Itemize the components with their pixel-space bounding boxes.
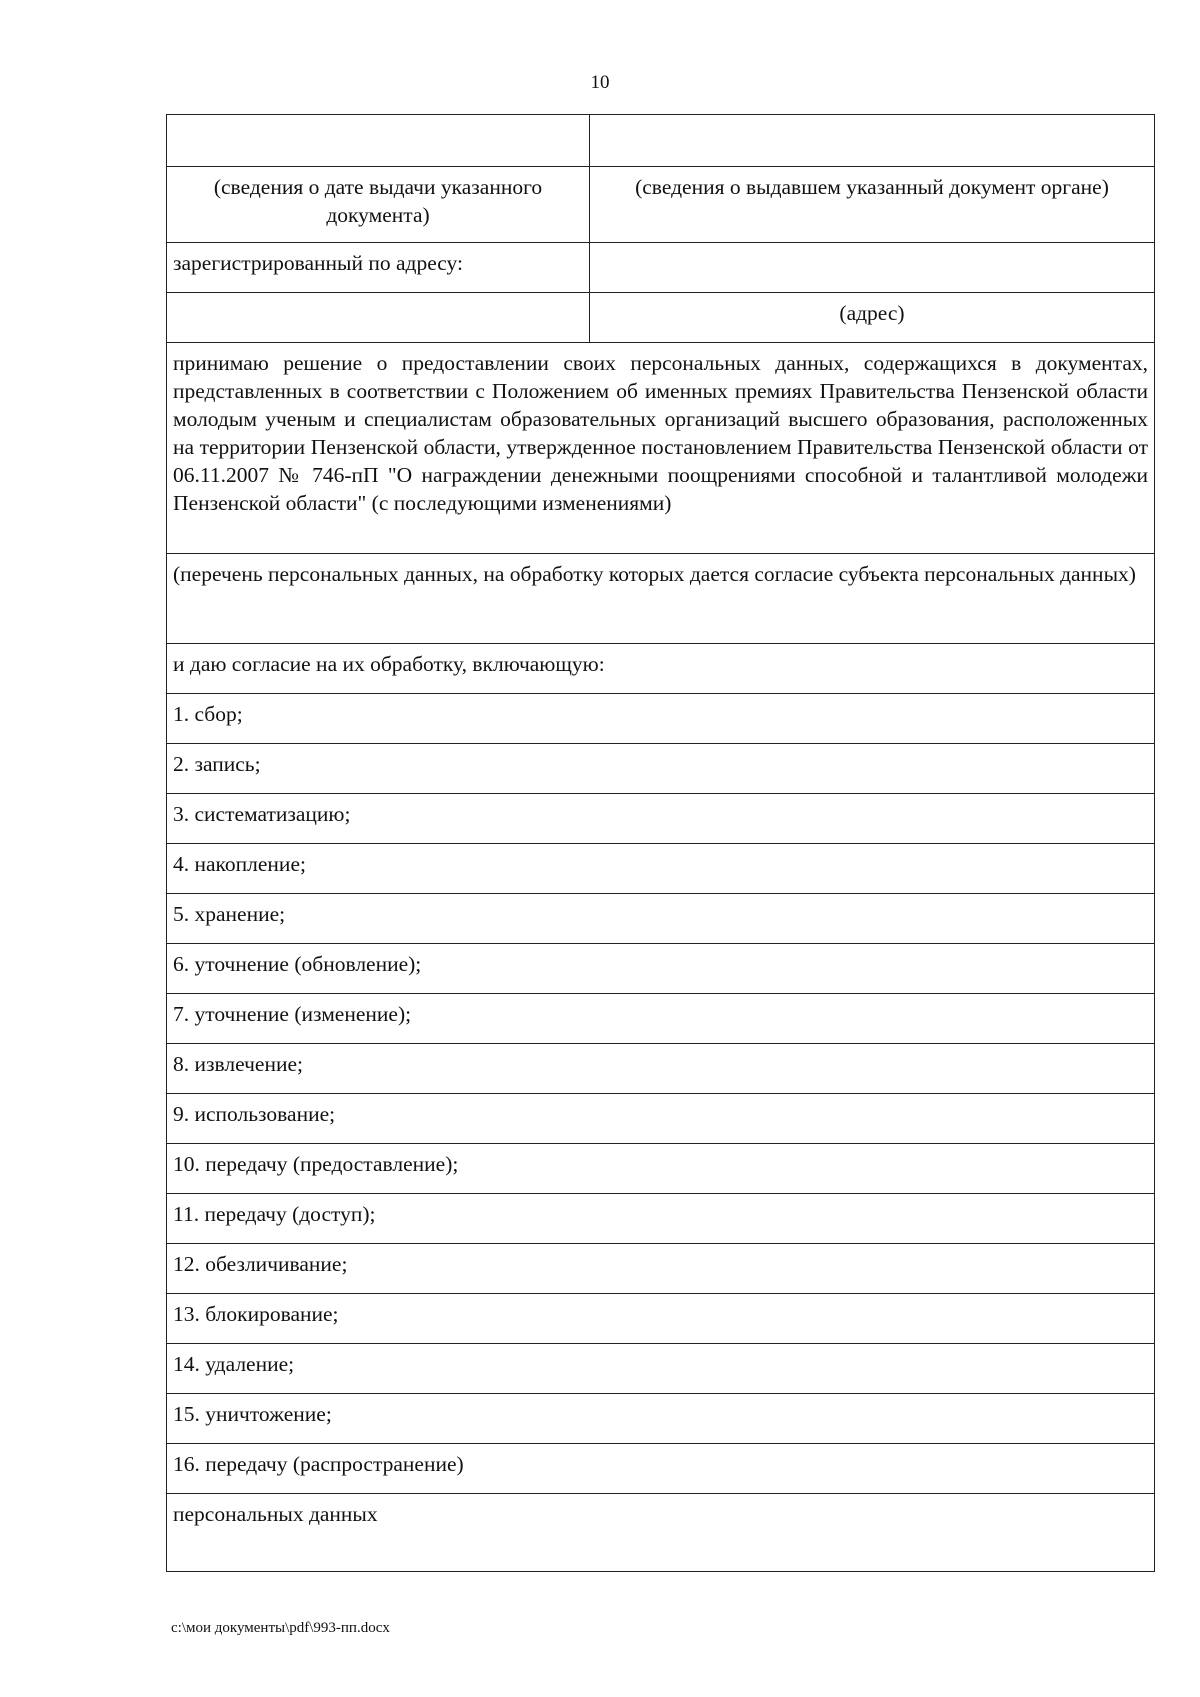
processing-item-label: 7. уточнение (изменение); bbox=[167, 994, 1155, 1044]
processing-item-label: 2. запись; bbox=[167, 744, 1155, 794]
issue-date-field[interactable] bbox=[167, 115, 590, 167]
processing-item-label: 6. уточнение (обновление); bbox=[167, 944, 1155, 994]
list-item bbox=[167, 694, 1155, 744]
processing-item-label: 16. передачу (распространение) bbox=[167, 1444, 1155, 1494]
table-row bbox=[167, 554, 1155, 644]
list-item bbox=[167, 1294, 1155, 1344]
processing-item-label: 5. хранение; bbox=[167, 894, 1155, 944]
list-item bbox=[167, 794, 1155, 844]
table-row bbox=[167, 243, 1155, 293]
processing-item-label: 13. блокирование; bbox=[167, 1294, 1155, 1344]
table-row bbox=[167, 293, 1155, 343]
list-item bbox=[167, 1044, 1155, 1094]
processing-item-label: 14. удаление; bbox=[167, 1344, 1155, 1394]
list-item bbox=[167, 944, 1155, 994]
processing-item-label: 15. уничтожение; bbox=[167, 1394, 1155, 1444]
page-number: 10 bbox=[590, 72, 610, 93]
consent-form-table bbox=[166, 114, 1155, 1572]
consent-intro: и даю согласие на их обработку, включающую: bbox=[167, 644, 1155, 694]
list-item bbox=[167, 1094, 1155, 1144]
issue-date-caption: (сведения о дате выдачи указанного документа) bbox=[167, 167, 590, 243]
address-field[interactable] bbox=[590, 243, 1155, 293]
list-item bbox=[167, 1344, 1155, 1394]
footer-file-path: c:\мои документы\pdf\993-пп.docx bbox=[171, 1620, 390, 1636]
table-row bbox=[167, 1494, 1155, 1572]
list-item bbox=[167, 1144, 1155, 1194]
registered-address-label: зарегистрированный по адресу: bbox=[167, 243, 590, 293]
processing-item-label: 12. обезличивание; bbox=[167, 1244, 1155, 1294]
address-blank-cell bbox=[167, 293, 590, 343]
issuer-field[interactable] bbox=[590, 115, 1155, 167]
processing-item-label: 11. передачу (доступ); bbox=[167, 1194, 1155, 1244]
table-row bbox=[167, 644, 1155, 694]
address-caption: (адрес) bbox=[590, 293, 1155, 343]
list-item bbox=[167, 1194, 1155, 1244]
processing-item-label: 3. систематизацию; bbox=[167, 794, 1155, 844]
list-item bbox=[167, 994, 1155, 1044]
personal-data-list-caption: (перечень персональных данных, на обработку которых дается согласие субъекта персональных данных) bbox=[167, 554, 1155, 644]
list-item bbox=[167, 894, 1155, 944]
list-item bbox=[167, 1394, 1155, 1444]
table-row bbox=[167, 343, 1155, 554]
table-row bbox=[167, 167, 1155, 243]
list-item bbox=[167, 744, 1155, 794]
processing-item-label: 10. передачу (предоставление); bbox=[167, 1144, 1155, 1194]
list-item bbox=[167, 844, 1155, 894]
list-item bbox=[167, 1444, 1155, 1494]
list-item bbox=[167, 1244, 1155, 1294]
processing-item-label: 9. использование; bbox=[167, 1094, 1155, 1144]
processing-item-label: 1. сбор; bbox=[167, 694, 1155, 744]
table-row bbox=[167, 115, 1155, 167]
issuer-caption: (сведения о выдавшем указанный документ органе) bbox=[590, 167, 1155, 243]
decision-text: принимаю решение о предоставлении своих персональных данных, содержащихся в документах, представленных в соответствии с Положением об именных премиях Правительства Пензенской области молодым ученым и специалистам образовательных организаций высшего образования, расположенных на территории Пензенской области, утвержденное постановлением Правительства Пензенской области от 06.11.2007 № 746-пП "О награждении денежными поощрениями способной и талантливой молодежи Пензенской области" (с последующими изменениями) bbox=[167, 343, 1155, 554]
processing-item-label: 4. накопление; bbox=[167, 844, 1155, 894]
processing-item-label: 8. извлечение; bbox=[167, 1044, 1155, 1094]
closing-text: персональных данных bbox=[167, 1494, 1155, 1572]
